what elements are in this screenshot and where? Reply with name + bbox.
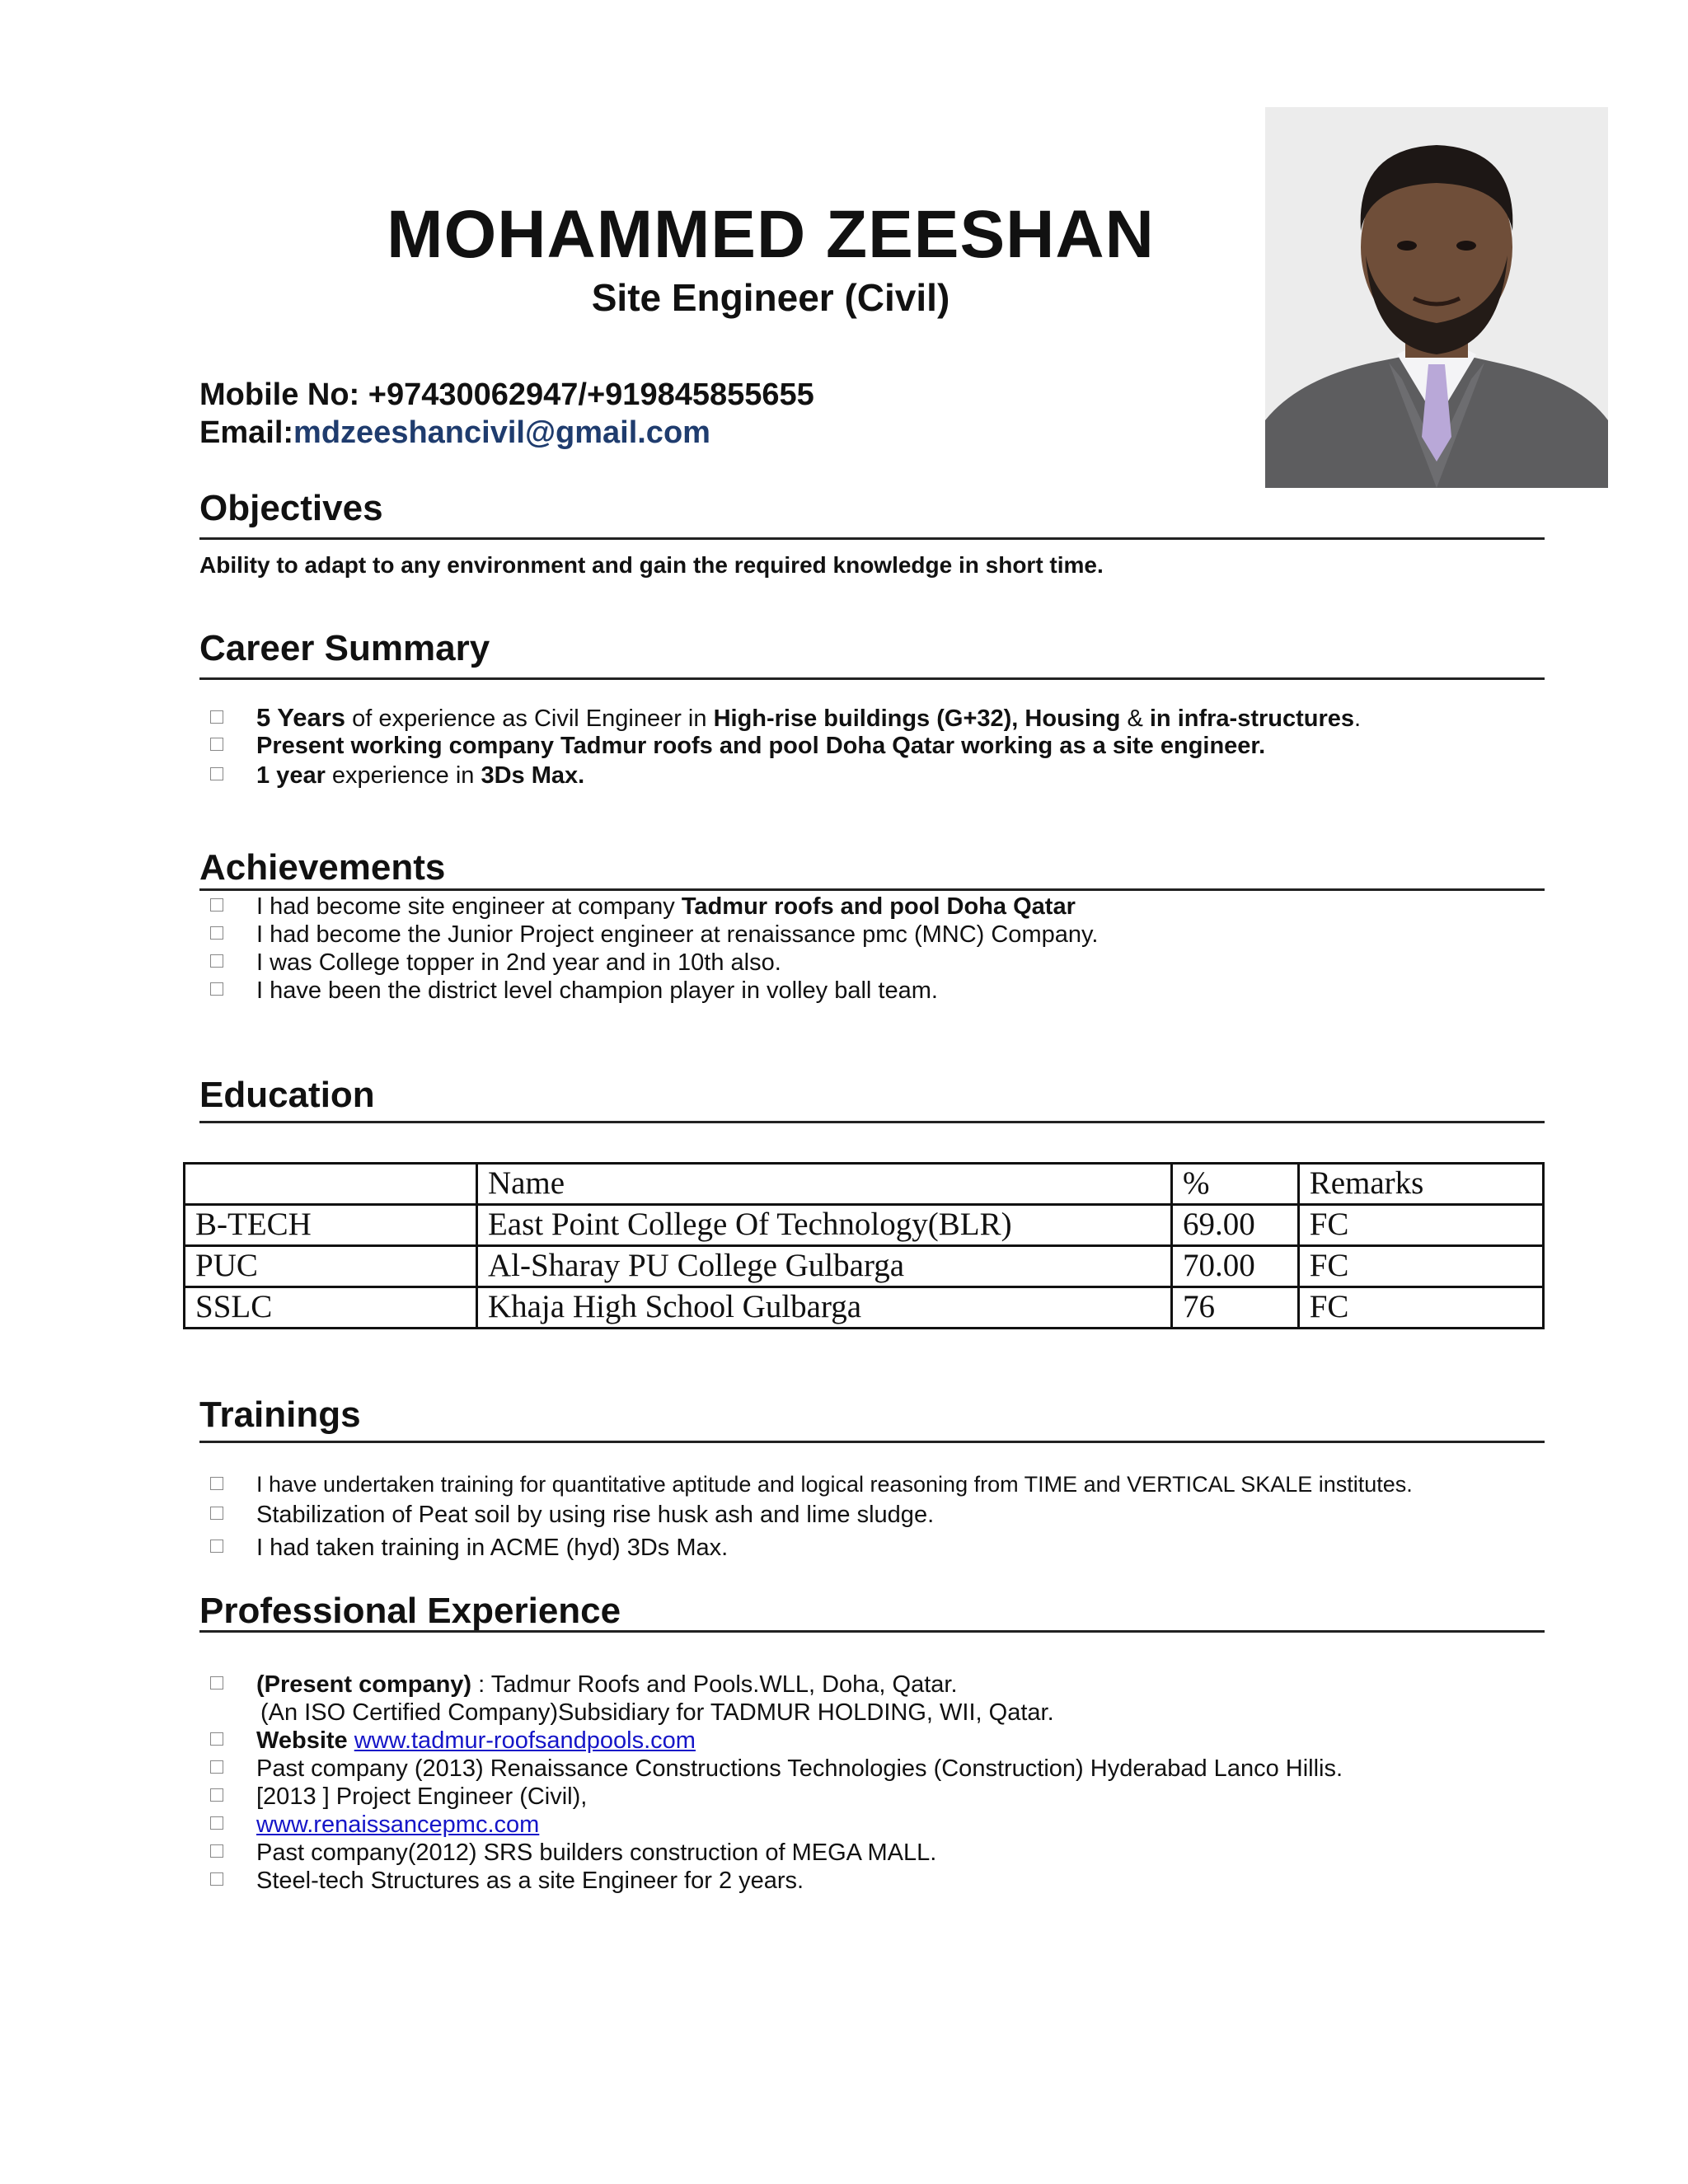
table-header-row [185, 1164, 1544, 1205]
list-item: Present working company Tadmur roofs and pool Doha Qatar working as a site engineer. [210, 733, 1265, 760]
table-cell: PUC [185, 1246, 477, 1287]
objectives-text: Ability to adapt to any environment and gain the required knowledge in short time. [199, 552, 1104, 578]
bullet-box-icon [210, 954, 223, 968]
bullet-box-icon [210, 767, 223, 780]
table-cell: FC [1298, 1246, 1543, 1287]
table-header-cell: % [1171, 1164, 1298, 1205]
table-cell: Al-Sharay PU College Gulbarga [476, 1246, 1171, 1287]
bullet-box-icon [210, 1816, 223, 1830]
candidate-name: MOHAMMED ZEESHAN [387, 197, 1155, 272]
list-item: Stabilization of Peat soil by using rise husk ash and lime sludge. [210, 1502, 934, 1529]
bullet-box-icon [210, 1872, 223, 1886]
education-divider [199, 1121, 1545, 1123]
career-summary-heading: Career Summary [199, 628, 490, 668]
table-cell: FC [1298, 1205, 1543, 1246]
mobile-value: +97430062947/+919845855655 [368, 377, 814, 412]
bullet-box-icon [210, 1507, 223, 1520]
table-cell: Khaja High School Gulbarga [476, 1287, 1171, 1329]
bullet-box-icon [210, 1844, 223, 1858]
list-item: I had become the Junior Project engineer at renaissance pmc (MNC) Company. [210, 921, 1098, 949]
list-item: I had become site engineer at company Tadmur roofs and pool Doha Qatar [210, 893, 1076, 921]
bullet-box-icon [210, 738, 223, 751]
list-item [210, 1811, 539, 1839]
list-item: I have undertaken training for quantitative aptitude and logical reasoning from TIME and VERTICAL SKALE institutes. [210, 1472, 1413, 1497]
bullet-box-icon [210, 1540, 223, 1553]
mobile-label: Mobile No: [199, 377, 368, 412]
objectives-divider [199, 537, 1545, 540]
education-table [183, 1162, 1545, 1329]
achievements-heading: Achievements [199, 847, 446, 888]
bullet-box-icon [210, 710, 223, 724]
job-title: Site Engineer (Civil) [591, 276, 950, 319]
list-item: 1 year experience in 3Ds Max. [210, 762, 584, 790]
email-label: Email: [199, 415, 294, 450]
education-heading: Education [199, 1075, 375, 1115]
experience-divider [199, 1630, 1545, 1633]
list-item: Steel-tech Structures as a site Engineer for 2 years. [210, 1868, 804, 1895]
table-cell: 70.00 [1171, 1246, 1298, 1287]
trainings-divider [199, 1441, 1545, 1443]
email-value[interactable]: mdzeeshancivil@gmail.com [293, 415, 710, 450]
profile-photo [1265, 107, 1608, 488]
table-header-cell: Name [476, 1164, 1171, 1205]
achievements-divider [199, 888, 1545, 891]
bullet-box-icon [210, 1676, 223, 1690]
company-website-link[interactable]: www.tadmur-roofsandpools.com [354, 1727, 696, 1754]
list-item: I was College topper in 2nd year and in 10th also. [210, 949, 781, 977]
table-cell: East Point College Of Technology(BLR) [476, 1205, 1171, 1246]
table-header-cell: Remarks [1298, 1164, 1543, 1205]
objectives-heading: Objectives [199, 488, 383, 528]
renaissance-website-link[interactable]: www.renaissancepmc.com [256, 1811, 540, 1838]
email-line [199, 415, 710, 451]
list-item-continuation: (An ISO Certified Company)Subsidiary for TADMUR HOLDING, WII, Qatar. [260, 1699, 1054, 1726]
list-item: [2013 ] Project Engineer (Civil), [210, 1783, 587, 1811]
table-cell: 76 [1171, 1287, 1298, 1329]
bullet-box-icon [210, 1732, 223, 1746]
table-cell: 69.00 [1171, 1205, 1298, 1246]
list-item: Past company(2012) SRS builders construction of MEGA MALL. [210, 1840, 936, 1867]
table-row [185, 1205, 1544, 1246]
experience-heading: Professional Experience [199, 1591, 621, 1631]
bullet-box-icon [210, 926, 223, 940]
list-item: (Present company) : Tadmur Roofs and Pools.WLL, Doha, Qatar. [210, 1671, 958, 1699]
bullet-box-icon [210, 982, 223, 996]
table-header-cell [185, 1164, 477, 1205]
bullet-box-icon [210, 1477, 223, 1490]
table-cell: FC [1298, 1287, 1543, 1329]
bullet-box-icon [210, 1788, 223, 1802]
bullet-box-icon [210, 1760, 223, 1774]
list-item: Past company (2013) Renaissance Constructions Technologies (Construction) Hyderabad Lanco Hillis. [210, 1755, 1343, 1783]
table-cell: SSLC [185, 1287, 477, 1329]
mobile-line [199, 377, 814, 413]
list-item: I have been the district level champion player in volley ball team. [210, 977, 938, 1005]
list-item: I had taken training in ACME (hyd) 3Ds Max. [210, 1535, 728, 1562]
list-item: Website www.tadmur-roofsandpools.com [210, 1727, 696, 1755]
bullet-box-icon [210, 898, 223, 912]
table-row [185, 1287, 1544, 1329]
trainings-heading: Trainings [199, 1394, 361, 1435]
table-row [185, 1246, 1544, 1287]
career-summary-divider [199, 677, 1545, 680]
table-cell: B-TECH [185, 1205, 477, 1246]
list-item: 5 Years of experience as Civil Engineer in High-rise buildings (G+32), Housing & in infra-structures. [210, 703, 1361, 733]
